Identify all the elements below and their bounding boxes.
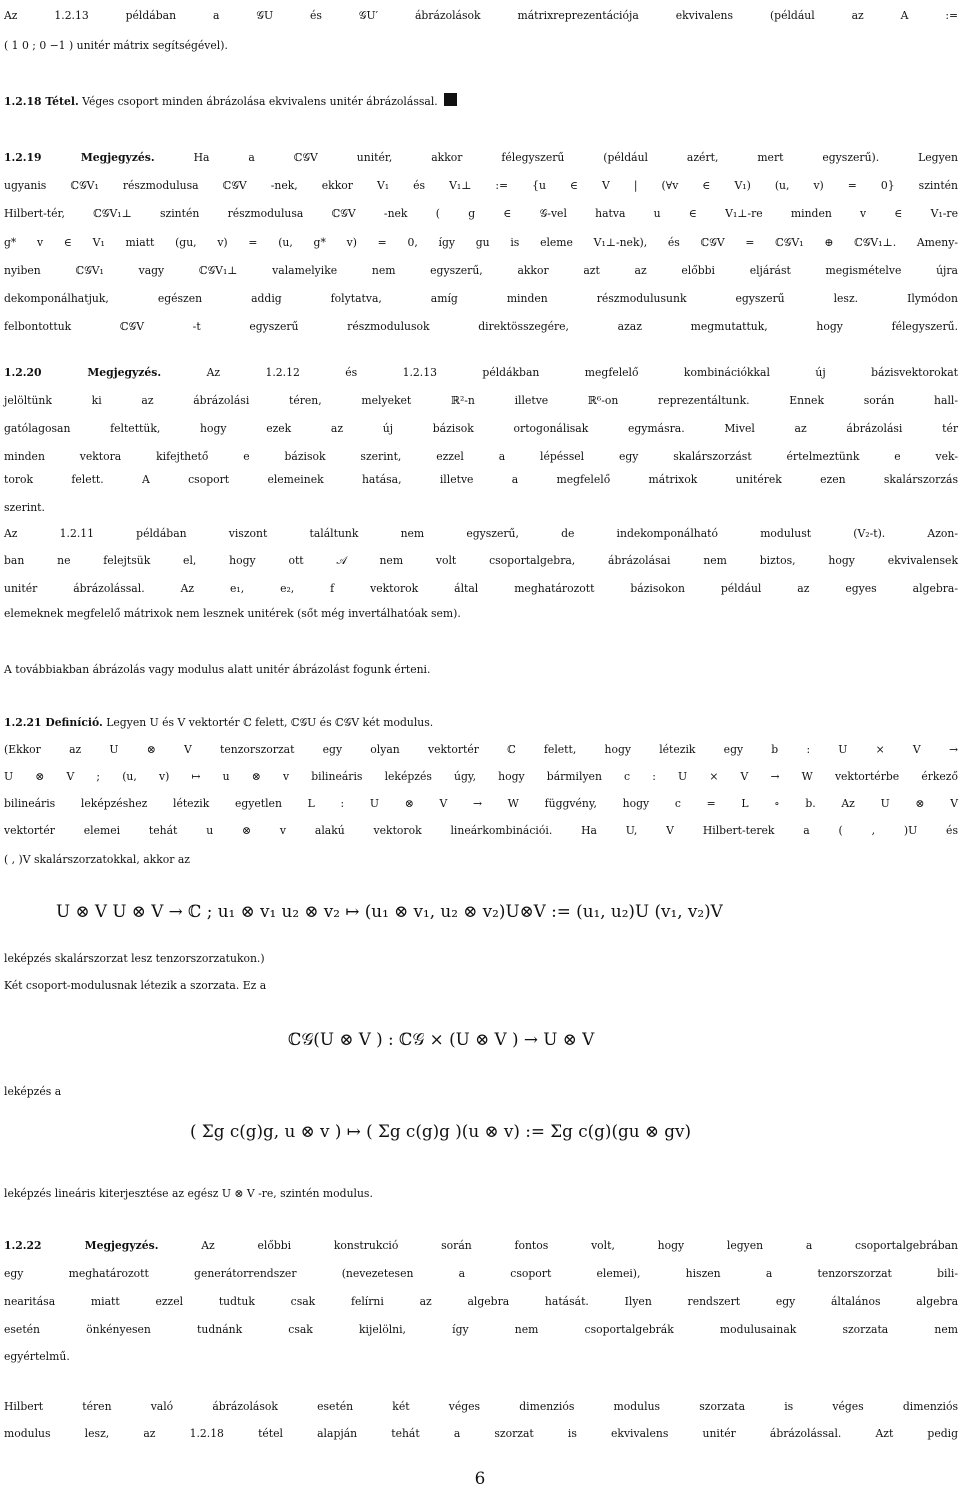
text-line: leképzés lineáris kiterjesztése az egész U ⊗ V -re, szintén modulus. <box>4 1187 373 1200</box>
definition-line <box>4 709 958 737</box>
remark-label: 1.2.19 Megjegyzés. <box>4 151 155 164</box>
text-line: bilineáris leképzéshez létezik egyetlen L : U ⊗ V → W függvény, hogy c = L ∘ b. Az U ⊗ V <box>4 797 958 810</box>
page-number: 6 <box>474 1468 486 1488</box>
text-line: A továbbiakban ábrázolás vagy modulus alatt unitér ábrázolást fogunk érteni. <box>4 663 431 676</box>
text-line: egy meghatározott generátorrendszer (nevezetesen a csoport elemei), hiszen a tenzorszorzat bili- <box>4 1267 958 1280</box>
text-line: torok felett. A csoport elemeinek hatása, illetve a megfelelő mátrixok unitérek ezen skalárszorzás <box>4 473 958 486</box>
remark-text: Az előbbi konstrukció során fontos volt, hogy legyen a csoportalgebrában <box>201 1239 959 1252</box>
remark-label: 1.2.20 Megjegyzés. <box>4 366 162 379</box>
text-line: Az 1.2.13 példában a 𝒢U és 𝒢U′ ábrázolások mátrixreprezentációja ekvivalens (például az A := <box>4 9 958 22</box>
theorem-line <box>4 88 958 116</box>
text-line: leképzés a <box>4 1085 62 1098</box>
text-line: jelöltünk ki az ábrázolási téren, melyeket ℝ²-n illetve ℝ⁶-on reprezentáltunk. Ennek során hall- <box>4 394 958 407</box>
text-line: Hilbert-tér, ℂ𝒢V₁⊥ szintén részmodulusa ℂ𝒢V -nek ( g ∈ 𝒢-vel hatva u ∈ V₁⊥-re minden v ∈ V₁-re <box>4 207 958 220</box>
definition-text: Legyen U és V vektortér ℂ felett, ℂ𝒢U és ℂ𝒢V két modulus. <box>106 716 434 729</box>
text-line: felbontottuk ℂ𝒢V -t egyszerű részmodulusok direktösszegére, azaz megmutattuk, hogy félegyszerű. <box>4 320 958 333</box>
display-equation-product-map: ℂ𝒢(U ⊗ V ) : ℂ𝒢 × (U ⊗ V ) → U ⊗ V <box>288 1029 595 1049</box>
remark-label: 1.2.22 Megjegyzés. <box>4 1239 159 1252</box>
display-equation-action: ( Σg c(g)g, u ⊗ v ) ↦ ( Σg c(g)g )(u ⊗ v) := Σg c(g)(gu ⊗ gv) <box>190 1121 692 1141</box>
text-line: Hilbert téren való ábrázolások esetén két véges dimenziós modulus szorzata is véges dimenziós <box>4 1400 958 1413</box>
remark-text: Az 1.2.12 és 1.2.13 példákban megfelelő kombinációkkal új bázisvektorokat <box>206 366 958 379</box>
display-equation-inner-product: U ⊗ V U ⊗ V → ℂ ; u₁ ⊗ v₁ u₂ ⊗ v₂ ↦ (u₁ ⊗ v₁, u₂ ⊗ v₂)U⊗V := (u₁, u₂)U (v₁, v₂)V <box>56 901 723 921</box>
text-line: nearitása miatt ezzel tudtuk csak felírni az algebra hatását. Ilyen rendszert egy általános algebra <box>4 1295 958 1308</box>
text-line: szerint. <box>4 501 45 514</box>
text-line: gatólagosan feltettük, hogy ezek az új bázisok ortogonálisak egymásra. Mivel az ábrázolási tér <box>4 422 958 435</box>
remark-text: Ha a ℂ𝒢V unitér, akkor félegyszerű (például azért, mert egyszerű). Legyen <box>193 151 959 164</box>
theorem-text: Véges csoport minden ábrázolása ekvivalens unitér ábrázolással. <box>82 95 438 108</box>
text-line: U ⊗ V ; (u, v) ↦ u ⊗ v bilineáris leképzés úgy, hogy bármilyen c : U × V → W vektortérbe érkező <box>4 770 958 783</box>
text-line: minden vektora kifejthető e bázisok szerint, ezzel a lépéssel egy skalárszorzást értelmeztünk e vek- <box>4 450 958 463</box>
text-line: esetén önkényesen tudnánk csak kijelölni, így nem csoportalgebrák modulusainak szorzata nem <box>4 1323 958 1336</box>
text-line: Két csoport-modulusnak létezik a szorzata. Ez a <box>4 979 267 992</box>
text-line: modulus lesz, az 1.2.18 tétel alapján tehát a szorzat is ekvivalens unitér ábrázolással. Azt pedig <box>4 1427 958 1440</box>
text-line: leképzés skalárszorzat lesz tenzorszorzatukon.) <box>4 952 265 965</box>
text-line: dekomponálhatjuk, egészen addig folytatva, amíg minden részmodulusunk egyszerű lesz. Ilymódon <box>4 292 958 305</box>
text-line: elemeknek megfelelő mátrixok nem lesznek unitérek (sőt még invertálhatóak sem). <box>4 607 461 620</box>
text-line: unitér ábrázolással. Az e₁, e₂, f vektorok által meghatározott bázisokon például az egyes algebra- <box>4 582 958 595</box>
text-line: ugyanis ℂ𝒢V₁ részmodulusa ℂ𝒢V -nek, ekkor V₁ és V₁⊥ := {u ∈ V | (∀v ∈ V₁) (u, v) = 0} szintén <box>4 179 958 192</box>
text-line: vektortér elemei tehát u ⊗ v alakú vektorok lineárkombinációi. Ha U, V Hilbert-terek a ( , )U és <box>4 824 958 837</box>
remark-line <box>4 144 958 172</box>
qed-square-icon <box>444 93 457 106</box>
remark-line <box>4 1232 958 1260</box>
definition-label: 1.2.21 Definíció. <box>4 716 103 729</box>
text-line: (Ekkor az U ⊗ V tenzorszorzat egy olyan vektortér ℂ felett, hogy létezik egy b : U × V → <box>4 743 958 756</box>
remark-line <box>4 359 958 387</box>
text-line: ( 1 0 ; 0 −1 ) unitér mátrix segítségével). <box>4 39 228 52</box>
text-line: ban ne felejtsük el, hogy ott 𝒜 nem volt csoportalgebra, ábrázolásai nem biztos, hogy ekvivalensek <box>4 554 958 567</box>
theorem-label: 1.2.18 Tétel. <box>4 95 79 108</box>
text-line: ( , )V skalárszorzatokkal, akkor az <box>4 853 190 866</box>
text-line: nyiben ℂ𝒢V₁ vagy ℂ𝒢V₁⊥ valamelyike nem egyszerű, akkor azt az előbbi eljárást megismételve újra <box>4 264 958 277</box>
text-line: g* v ∈ V₁ miatt (gu, v) = (u, g* v) = 0, így gu is eleme V₁⊥-nek), és ℂ𝒢V = ℂ𝒢V₁ ⊕ ℂ𝒢V₁⊥. Ameny- <box>4 236 958 249</box>
text-line: egyértelmű. <box>4 1350 70 1363</box>
text-line: Az 1.2.11 példában viszont találtunk nem egyszerű, de indekomponálható modulust (V₂-t). Azon- <box>4 527 958 540</box>
